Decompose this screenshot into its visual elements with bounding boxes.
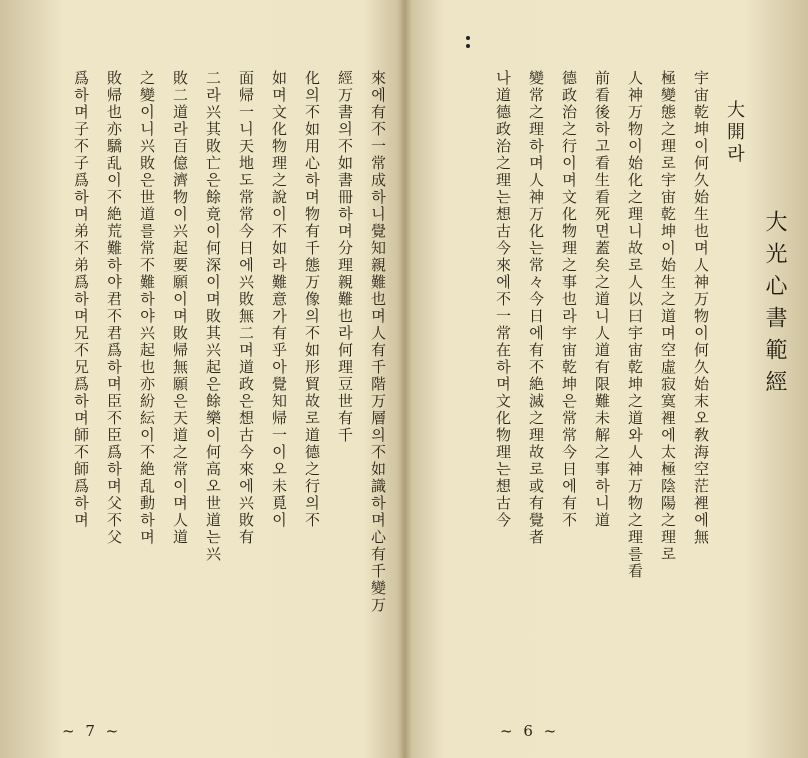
text-column: 나道德政治之理는想古今來에不一常在하며文化物理는想古今: [494, 70, 512, 529]
chapter-title: 大開라: [724, 100, 745, 166]
text-column: 二라兴其敗亡은餘竟이何深이며敗其兴起은餘樂이何高오世道는兴: [204, 70, 222, 563]
binding-holes: [466, 36, 470, 52]
page-number: ~ 7 ~: [62, 722, 122, 740]
text-column: 化의不如用心하며物有千態万像의不如形貿故로道德之行의不: [303, 70, 321, 529]
text-column: 經万書의不如書冊하며分理親難也라何理豆世有千: [336, 70, 354, 444]
text-column: 前看後하고看生看死면蓋矣之道니人道有限難未解之事하니道: [593, 70, 611, 529]
title-block: [721, 70, 790, 730]
text-column: 人神万物이始化之理니故로人以曰宇宙乾坤之道와人神万物之理를看: [626, 70, 644, 580]
text-column: 變常之理하며人神万化는常々今日에有不絶滅之理故로或有覺者: [527, 70, 545, 546]
text-column: 敗二道라百億濟物이兴起要願이며敗帰無願은天道之常이며人道: [171, 70, 189, 546]
text-column: 極變態之理로宇宙乾坤이始生之道며空虛寂寞裡에太極陰陽之理로: [659, 70, 677, 563]
text-column: 如며文化物理之說이不如라難意가有乎아覺知帰一이오未覓이: [270, 70, 288, 529]
text-column: 之變이니兴敗은世道를常不難하야兴起也亦紛紜이不絶乱動하며: [138, 70, 156, 546]
text-column: 面帰一니天地도常常今日에兴敗無二며道政은想古今來에兴敗有: [237, 70, 255, 546]
text-column: 宇宙乾坤이何久始生也며人神万物이何久始末오敎海空茫裡에無: [692, 70, 710, 546]
text-column: 敗帰也亦驕乱이不絶荒難하야君不君爲하며臣不臣爲하며父不父: [105, 70, 123, 546]
book-gutter: [398, 0, 412, 758]
left-page: [8, 70, 390, 730]
right-page: [440, 70, 790, 730]
text-column: 來에有不一常成하니覺知親難也며人有千階万層의不如識하며心有千變万: [369, 70, 387, 614]
text-column: 爲하며子不子爲하며弟不弟爲하며兄不兄爲하며師不師爲하며: [72, 70, 90, 529]
book-title: 大光心書範經: [762, 210, 787, 402]
text-column: 德政治之行이며文化物理之事也라宇宙乾坤은常常今日에有不: [560, 70, 578, 529]
page-number: ~ 6 ~: [500, 722, 560, 740]
